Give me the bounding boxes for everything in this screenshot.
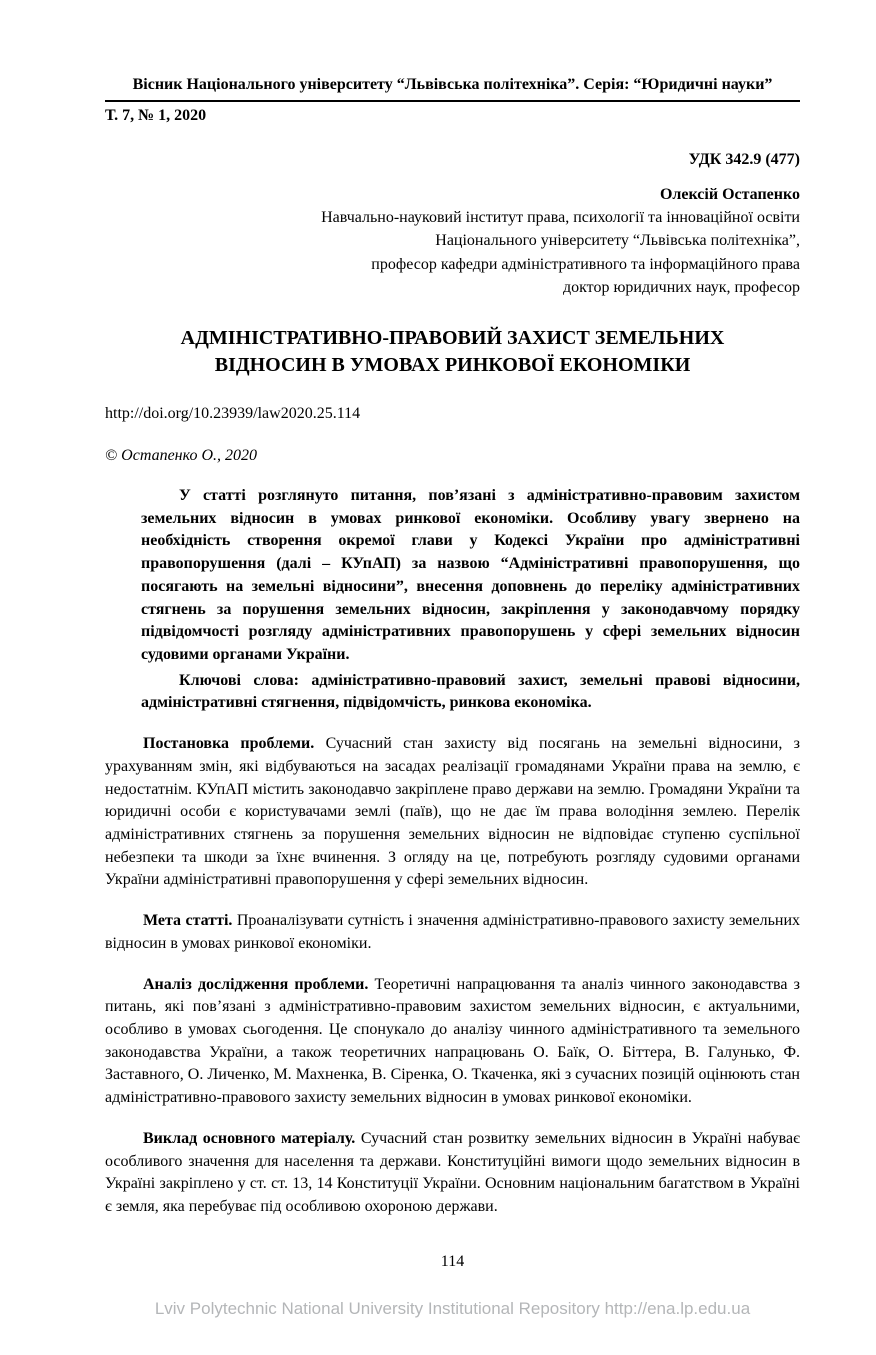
keywords: [141, 670, 800, 715]
paragraph-text: Теоретичні напрацювання та аналіз чинного законодавства з питань, які пов’язані з адміністративно-правовим захистом земельних відносин, є актуальними, особливо в умовах сьогодення. Це спонукало до аналізу чинного адміністративного та земельного законодавства України, а також теоретичних напрацювань О. Баїк, О. Біттера, В. Галунько, Ф. Заставного, О. Личенко, М. Махненка, В. Сіренка, О. Ткаченка, які з сучасних позицій оцінюють стан адміністративно-правового захисту земельних відносин в умовах ринкової економіки.: [105, 975, 800, 1107]
article-title-line-2: ВІДНОСИН В УМОВАХ РИНКОВОЇ ЕКОНОМІКИ: [214, 353, 691, 376]
paragraph: [105, 1128, 800, 1219]
affiliation-line: доктор юридичних наук, професор: [562, 278, 800, 296]
affiliation-line: Навчально-науковий інститут права, психології та інноваційної освіти: [321, 209, 800, 227]
paragraph-text: Сучасний стан захисту від посягань на земельні відносини, з урахуванням змін, які відбуваються на засадах реалізації громадянами України права на землю, є недостатнім. КУпАП містить законодавчо закріплене право держави на землю. Громадяни України та юридичні особи є користувачами землі (паїв), що не дає їм права володіння землею. Перелік адміністративних стягнень за порушення земельних відносин не відповідає ступеню суспільної небезпеки та шкоди за їхнє вчинення. З огляду на це, потребують розгляду судовими органами України адміністративні правопорушення у сфері земельних відносин.: [105, 735, 800, 889]
abstract-text: У статті розглянуто питання, пов’язані з адміністративно-правовим захистом земельних відносин в умовах ринкової економіки. Особливу увагу звернено на необхідність створення окремої глави у Кодексі України про адміністративні правопорушення (далі – КУпАП) за назвою “Адміністративні правопорушення, що посягають на земельні відносини”, внесення доповнень до переліку адміністративних стягнень за порушення земельних відносин, закріплення у законодавчому порядку підвідомчості розгляду адміністративних правопорушень у сфері земельних відносин судовими органами України.: [141, 486, 800, 663]
keywords-text: адміністративно-правовий захист, земельні правові відносини, адміністративні стягнення, підвідомчість, ринкова економіка.: [141, 671, 800, 712]
paragraph: [105, 733, 800, 892]
journal-title: Вісник Національного університету “Львівська політехніка”. Серія: “Юридичні науки”: [105, 76, 800, 102]
article-title: [105, 325, 800, 379]
keywords-lead: Ключові слова:: [179, 671, 299, 689]
affiliation-line: професор кафедри адміністративного та інформаційного права: [371, 255, 800, 273]
paragraph-lead: Постановка проблеми.: [143, 735, 315, 753]
doi-row: [105, 405, 800, 423]
paragraph-lead: Аналіз дослідження проблеми.: [143, 975, 369, 993]
footer-repository-line: Lviv Polytechnic National University Institutional Repository http://ena.lp.edu.ua: [154, 1298, 751, 1318]
page-number: 114: [440, 1252, 465, 1270]
paragraph-lead: Виклад основного матеріалу.: [143, 1129, 356, 1147]
article-title-line-1: АДМІНІСТРАТИВНО-ПРАВОВИЙ ЗАХИСТ ЗЕМЕЛЬНИХ: [180, 326, 725, 349]
author-name: Олексій Остапенко: [659, 186, 800, 203]
paragraph-text: Сучасний стан розвитку земельних відносин в Україні набуває особливого значення для населення та держави. Конституційні вимоги щодо земельних відносин в Україні закріплено у ст. ст. 13, 14 Конституції України. Основним національним багатством в Україні є земля, яка перебуває під особливою охороною держави.: [105, 1129, 800, 1216]
paragraph: [105, 910, 800, 955]
copyright-notice: © Остапенко О., 2020: [105, 446, 258, 464]
udc-code: УДК 342.9 (477): [688, 151, 800, 168]
doi-link[interactable]: http://doi.org/10.23939/law2020.25.114: [105, 404, 361, 422]
author-block: [105, 183, 800, 299]
paragraph-lead: Мета статті.: [143, 912, 233, 930]
volume-info: Т. 7, № 1, 2020: [105, 107, 207, 124]
affiliation-line: Національного університету “Львівська політехніка”,: [435, 232, 800, 250]
journal-header: [105, 76, 800, 125]
paragraph-text: Проаналізувати сутність і значення адміністративно-правового захисту земельних відносин в умовах ринкової економіки.: [105, 912, 801, 952]
paragraph: [105, 974, 800, 1110]
